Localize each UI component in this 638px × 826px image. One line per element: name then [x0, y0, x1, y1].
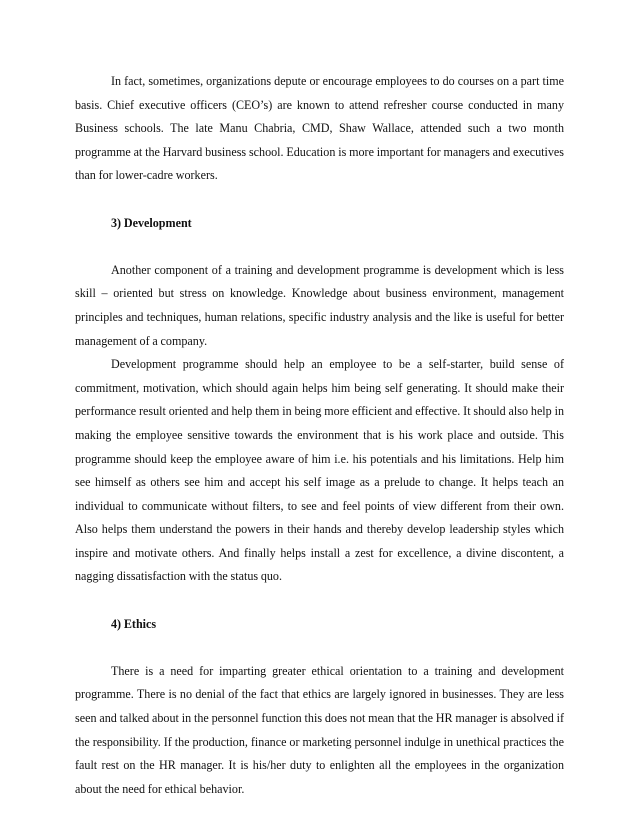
spacer [75, 235, 564, 259]
document-body [75, 70, 564, 801]
spacer [75, 636, 564, 660]
spacer [75, 188, 564, 212]
paragraph-education: In fact, sometimes, organizations depute or encourage employees to do courses on a part time basis. Chief executive officers (CEO’s) are known to attend refresher course conducted in many Business schools. The late Manu Chabria, CMD, Shaw Wallace, attended such a two month programme at the Harvard business school. Education is more important for managers and executives than for lower-cadre workers. [75, 74, 564, 183]
paragraph-development-intro: Another component of a training and development programme is development which is less skill – oriented but stress on knowledge. Knowledge about business environment, management principles and techniques, human relations, specific industry analysis and the like is useful for better management of a company. [75, 262, 564, 348]
heading-ethics: 4) Ethics [111, 616, 157, 631]
heading-development: 3) Development [111, 215, 192, 230]
spacer [75, 589, 564, 613]
paragraph-development-programme: Development programme should help an employee to be a self-starter, build sense of commitment, motivation, which should again helps him being self generating. It should make their performance result oriented and help them in being more efficient and effective. It should also help in making the employee sensitive towards the environment that is his work place and outside. This programme should keep the employee aware of him i.e. his potentials and his limitations. Help him see himself as others see him and accept his self image as a prelude to change. It helps teach an individual to communicate without filters, to see and feel points of view different from their own. Also helps them understand the powers in their hands and thereby develop leadership styles which inspire and motivate others. And finally helps install a zest for excellence, a divine discontent, a nagging dissatisfaction with the status quo. [75, 357, 564, 584]
paragraph-ethics: There is a need for imparting greater ethical orientation to a training and development programme. There is no denial of the fact that ethics are largely ignored in businesses. They are less seen and talked about in the personnel function this does not mean that the HR manager is absolved if the responsibility. If the production, finance or marketing personnel indulge in unethical practices the fault rest on the HR manager. It is his/her duty to enlighten all the employees in the organization about the need for ethical behavior. [75, 663, 564, 796]
